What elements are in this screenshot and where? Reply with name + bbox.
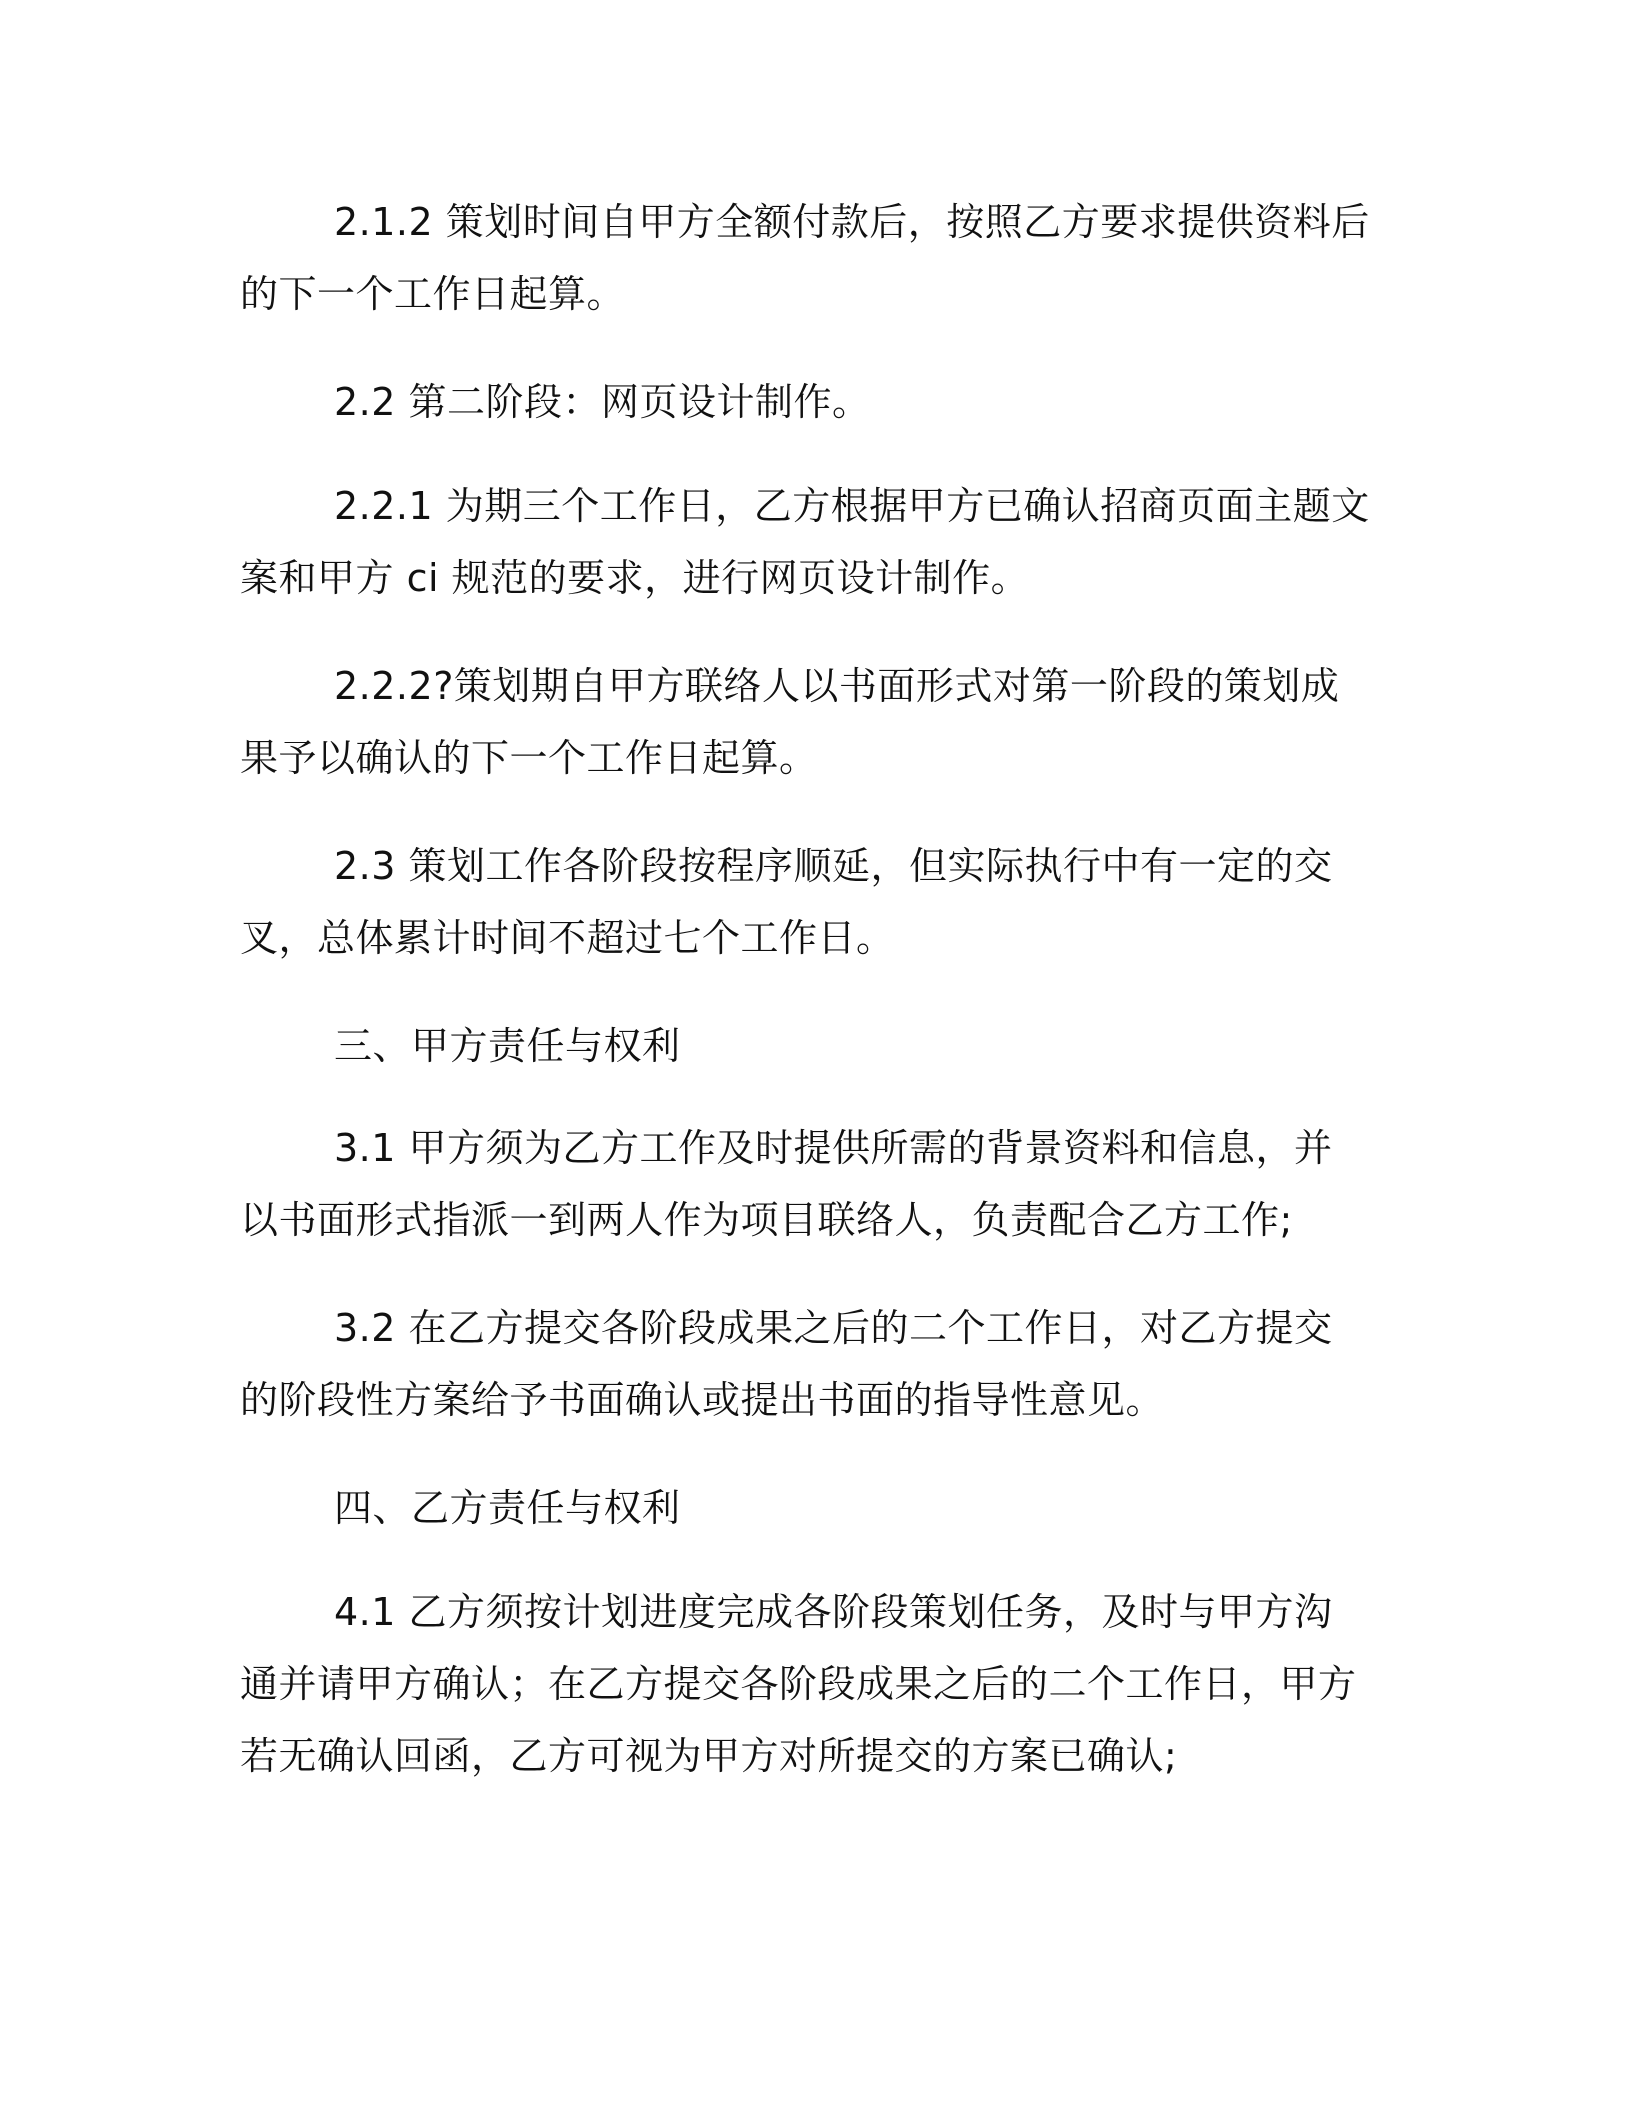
section-heading-party-b: 四、乙方责任与权利	[334, 1486, 681, 1530]
paragraph-3-1: 3.1 甲方须为乙方工作及时提供所需的背景资料和信息，并以书面形式指派一到两人作为项目联络人，负责配合乙方工作;	[240, 1126, 1333, 1242]
paragraph-3-2: 3.2 在乙方提交各阶段成果之后的二个工作日，对乙方提交的阶段性方案给予书面确认或提出书面的指导性意见。	[240, 1306, 1333, 1422]
section-heading-party-a: 三、甲方责任与权利	[334, 1024, 681, 1068]
paragraph-2-2: 2.2 第二阶段：网页设计制作。	[334, 380, 871, 424]
paragraph-2-2-2: 2.2.2?策划期自甲方联络人以书面形式对第一阶段的策划成果予以确认的下一个工作日起算。	[240, 664, 1340, 780]
paragraph-4-1: 4.1 乙方须按计划进度完成各阶段策划任务，及时与甲方沟通并请甲方确认；在乙方提交各阶段成果之后的二个工作日，甲方若无确认回函，乙方可视为甲方对所提交的方案已确认;	[240, 1590, 1357, 1778]
paragraph-2-3: 2.3 策划工作各阶段按程序顺延，但实际执行中有一定的交叉，总体累计时间不超过七个工作日。	[240, 844, 1333, 960]
paragraph-2-2-1: 2.2.1 为期三个工作日，乙方根据甲方已确认招商页面主题文案和甲方 ci 规范的要求，进行网页设计制作。	[240, 484, 1370, 600]
paragraph-2-1-2: 2.1.2 策划时间自甲方全额付款后，按照乙方要求提供资料后的下一个工作日起算。	[240, 200, 1370, 316]
